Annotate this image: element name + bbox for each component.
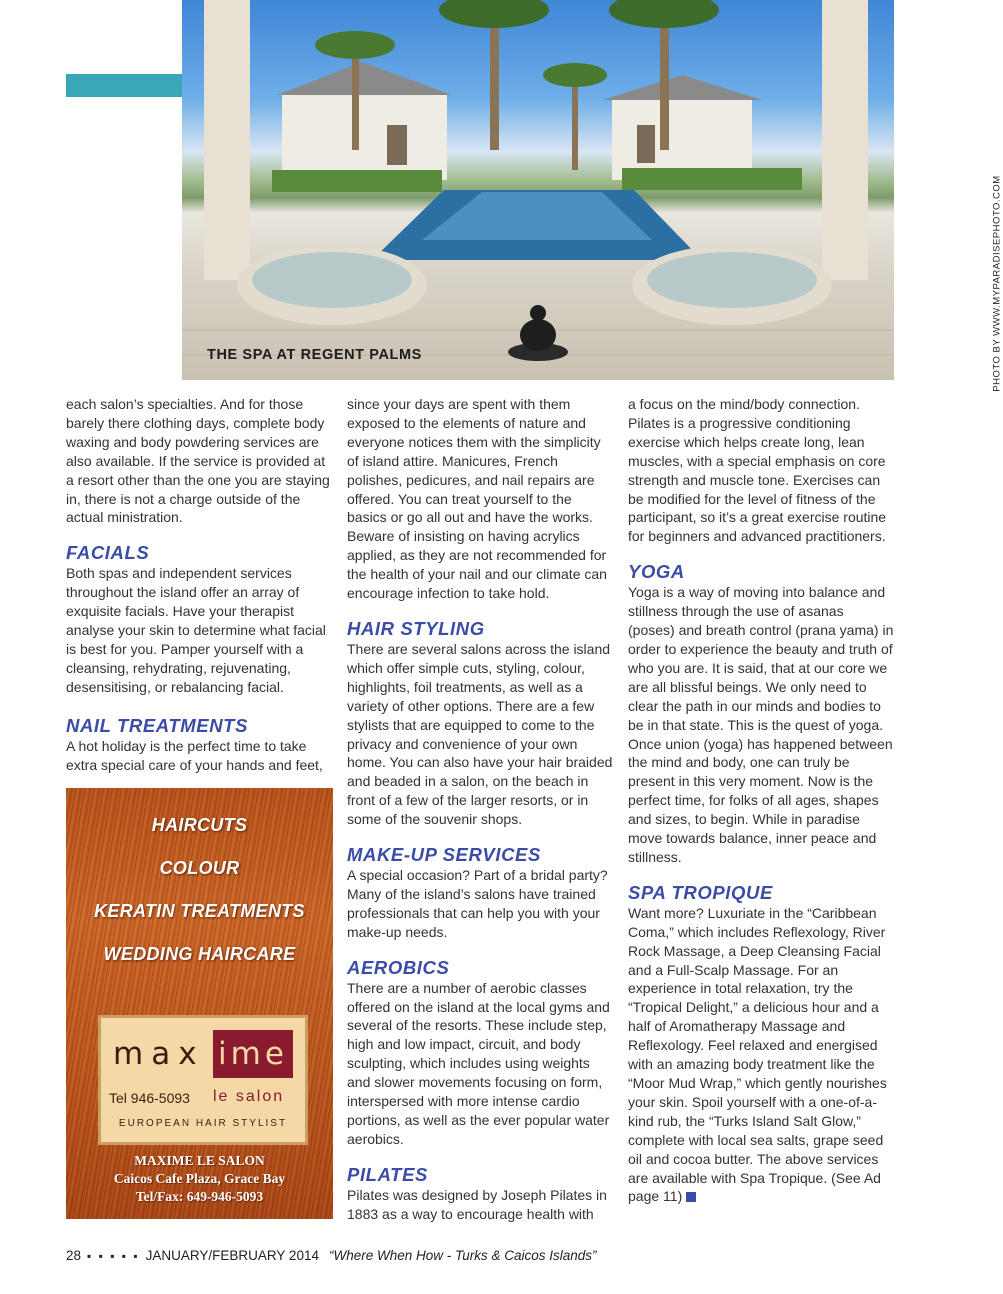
column-2 (347, 395, 613, 1224)
hair-styling-heading: HAIR STYLING (347, 617, 485, 639)
pilates-heading: PILATES (347, 1163, 428, 1185)
spa-tropique-text: Want more? Luxuriate in the “Caribbean Coma,” which includes Reflexology, River Rock Massage, a Deep Cleansing Facial and a Full-Scalp Massage. For an experience in total relaxation, try the “Tropical Delight,” a delicious hour and a half of Aromatherapy Massage and Reflexology. Feel relaxed and energised with an amazing body treatment like the “Moor Mud Wrap,” which gently nourishes your skin. Spoil yourself with a one-of-a-kind rub, the “Turks Island Salt Glow,” complete with local sea salts, grape seed oil and cocoa butter. The above services are available with Spa Tropique. (See Ad page 11) (628, 904, 887, 1205)
photo-caption: THE SPA AT REGENT PALMS (207, 347, 422, 363)
ad-salon-name: MAXIME LE SALON (134, 1153, 265, 1168)
facials-heading: FACIALS (66, 542, 150, 564)
spa-tropique-body (628, 904, 894, 1207)
spa-scene-illustration (182, 0, 894, 380)
ad-service-wedding: WEDDING HAIRCARE (103, 944, 296, 964)
make-up-services-heading: MAKE-UP SERVICES (347, 844, 541, 866)
end-mark-icon (686, 1192, 696, 1202)
column-1 (66, 395, 334, 775)
col2-intro: since your days are spent with them exposed to the elements of nature and everyone notices them with the simplicity of island attire. Manicures, French polishes, pedicures, and nail repairs are offered. You can treat yourself to the basics or go all out and have the works. Beware of insisting on having acrylics applied, as they are not recommended for the health of your nail and our climate can encourage infection to take hold. (347, 396, 607, 602)
logo-salon-text: le salon (213, 1088, 285, 1105)
logo-ime-text: ime (213, 1030, 293, 1078)
ad-service-haircuts: HAIRCUTS (151, 815, 248, 835)
logo-max-text: max (113, 1036, 205, 1072)
yoga-body: Yoga is a way of moving into balance and stillness through the use of asanas (poses) and breath control (prana yama) in order to experience the beauty and truth of who you are. It is said, that at our core we are all blissful beings. We only need to clear the path in our minds and bodies to be in that state. This is the quest of yoga. Once union (yoga) has happened between the mind and body, one can truly be present in this very moment. Now is the perfect time, for folks of all ages, shapes and sizes, to begin. While in paradise move towards balance, inner peace and stillness. (628, 584, 894, 865)
aerobics-body: There are a number of aerobic classes offered on the island at the local gyms and several of the resorts. These include step, high and low impact, circuit, and body sculpting, which includes using weights and slower movements focusing on form, interspersed with more intense cardio portions, as well as the ever popular water aerobics. (347, 979, 610, 1147)
facials-body: Both spas and independent services throughout the island offer an array of exquisite facials. Have your therapist analyse your skin to determine what facial is best for you. Pamper yourself with a cleansing, rehydrating, rejuvenating, desensitising, or rebalancing facial. (66, 565, 326, 695)
accent-bar (66, 74, 182, 97)
page-number: 28 (66, 1248, 82, 1263)
ad-phone: Tel/Fax: 649-946-5093 (135, 1189, 264, 1204)
column-3 (628, 395, 894, 1206)
ad-service-keratin: KERATIN TREATMENTS (94, 901, 305, 921)
nail-treatments-body: A hot holiday is the perfect time to take extra special care of your hands and feet, (66, 737, 323, 773)
footer-dots: ▪ ▪ ▪ ▪ ▪ (87, 1249, 140, 1263)
maxime-salon-ad[interactable] (66, 788, 333, 1219)
hair-styling-body: There are several salons across the island which offer simple cuts, styling, colour, highlights, foil treatments, as well as a variety of other options. There are a few stylists that are equipped to come to the privacy and convenience of your own home. You can also have your hair braided and beaded in a salon, on the beach in front of a few of the larger resorts, or in some of the souvenir shops. (347, 640, 613, 828)
logo-phone: Tel 946-5093 (109, 1090, 190, 1106)
aerobics-heading: AEROBICS (347, 956, 450, 978)
spa-tropique-heading: SPA TROPIQUE (628, 881, 773, 903)
col3-intro: a focus on the mind/body connection. Pilates is a progressive conditioning exercise which helps create long, lean muscles, with a special emphasis on core strength and muscle tone. Exercises can be modified for the level of fitness of the participant, so it’s a great exercise routine for beginners and advanced practitioners. (628, 396, 887, 545)
publication-tagline: “Where When How - Turks & Caicos Islands” (328, 1248, 597, 1263)
make-up-services-body: A special occasion? Part of a bridal party? Many of the island’s salons have trained professionals that can help you with your make-up needs. (347, 867, 608, 940)
pilates-body: Pilates was designed by Joseph Pilates in 1883 as a way to encourage health with (347, 1186, 607, 1222)
ad-service-colour: COLOUR (159, 858, 240, 878)
maxime-logo (98, 1015, 308, 1145)
nail-treatments-heading: NAIL TREATMENTS (66, 714, 249, 736)
logo-tagline: EUROPEAN HAIR STYLIST (118, 1118, 288, 1129)
spa-photo (182, 0, 894, 380)
col1-intro: each salon’s specialties. And for those barely there clothing days, complete body waxing and body powdering services are also available. If the service is provided at a resort other than the one you are staying in, there is not a charge outside of the actual ministration. (66, 396, 330, 526)
photo-credit: PHOTO BY WWW.MYPARADISEPHOTO.COM (991, 175, 1003, 392)
yoga-heading: YOGA (628, 561, 685, 583)
ad-address: Caicos Cafe Plaza, Grace Bay (113, 1171, 286, 1186)
issue-date: JANUARY/FEBRUARY 2014 (145, 1248, 319, 1263)
page-footer (66, 1248, 597, 1263)
